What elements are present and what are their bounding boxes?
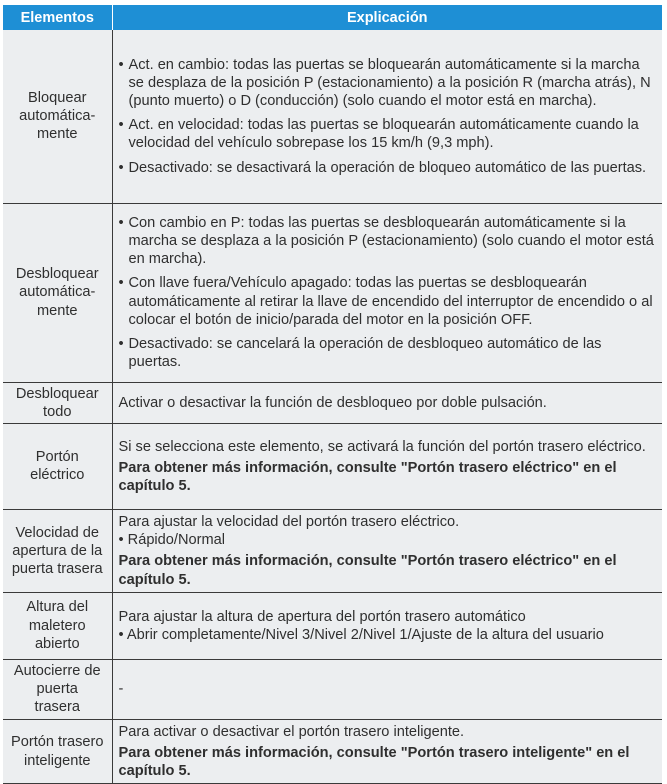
table-row (3, 592, 662, 659)
explanation-text: - (118, 681, 124, 698)
explanation-cell (112, 509, 662, 592)
explanation-cell (112, 203, 662, 382)
explanation-cell (112, 592, 662, 659)
item-auto-unlock (3, 203, 112, 382)
list-item (119, 116, 657, 152)
explanation-text: Activar o desactivar la función de desbloqueo por doble pulsación. (118, 394, 547, 411)
item-power-tailgate (3, 423, 112, 509)
bullet-text: Con llave fuera/Vehículo apagado: todas las puertas se desbloquearán automáticamente al retirar la llave de encendido del interruptor de encendido o al colocar el botón de inicio/parada del motor en la posición OFF. (128, 275, 653, 328)
explanation-text: Para ajustar la velocidad del portón trasero eléctrico. (118, 513, 460, 530)
item-label: Desbloquear todo (15, 385, 99, 420)
bullet-text: Act. en cambio: todas las puertas se bloquearán automáticamente si la marcha se desplaza de la posición P (estacionamiento) a la posición R (marcha atrás), N (punto muerto) o D (conducción) (solo cuando el motor está en marcha). (128, 56, 651, 110)
explanation-cell (112, 659, 662, 719)
list-item (119, 159, 657, 177)
bullet-text: Act. en velocidad: todas las puertas se bloquearán automáticamente cuando la velocidad del vehículo sobrepase los 15 km/h (9,3 mph). (128, 117, 639, 152)
table-row (3, 382, 662, 423)
item-unlock-all (3, 382, 112, 423)
item-tailgate-auto-close (3, 659, 112, 719)
bullet-text: Con cambio en P: todas las puertas se desbloquearán automáticamente si la marcha se desplaza a la posición P (estacionamiento) (solo cuando el motor está en marcha). (128, 214, 654, 268)
bullet-icon: • (118, 214, 124, 231)
explanation-cell (112, 423, 662, 509)
header-elements: Elementos (3, 5, 112, 30)
item-smart-tailgate (3, 719, 112, 784)
item-trunk-open-height (3, 592, 112, 659)
item-label: Altura del maletero abierto (26, 599, 89, 652)
bullet-icon: • (118, 117, 124, 134)
reference-note: Para obtener más información, consulte "Portón trasero eléctrico" en el capítulo 5. (118, 553, 617, 588)
table-row (3, 659, 662, 719)
table-row (3, 719, 662, 784)
table-row (3, 203, 662, 382)
bullet-text: Desactivado: se cancelará la operación de desbloqueo automático de las puertas. (128, 335, 602, 371)
settings-table-container (3, 5, 662, 784)
list-item (119, 56, 657, 111)
explanation-cell (112, 719, 662, 784)
bullet-icon: • (118, 335, 124, 352)
bullet-text: Desactivado: se desactivará la operación de bloqueo automático de las puertas. (128, 159, 647, 176)
reference-note: Para obtener más información, consulte "Portón trasero inteligente" en el capítulo 5. (118, 744, 630, 780)
table-row (3, 423, 662, 509)
list-item (119, 274, 657, 329)
bullet-icon: • (118, 56, 124, 73)
item-auto-lock (3, 30, 112, 203)
explanation-text: Para ajustar la altura de apertura del portón trasero automático (118, 608, 526, 625)
reference-note: Para obtener más información, consulte "Portón trasero eléctrico" en el capítulo 5. (118, 459, 617, 494)
item-label: Desbloquear automática-mente (15, 266, 99, 319)
bullet-icon: • (118, 275, 124, 292)
item-label: Autocierre de puerta trasera (13, 662, 101, 716)
list-item (119, 214, 657, 269)
header-explanation: Explicación (112, 5, 662, 30)
bullet-icon: • (118, 159, 124, 176)
table-row (3, 509, 662, 592)
explanation-cell (112, 382, 662, 423)
item-label: Velocidad de apertura de la puerta trasera (11, 524, 103, 577)
explanation-cell (112, 30, 662, 203)
door-settings-table (3, 5, 662, 784)
item-label: Portón eléctrico (30, 449, 85, 484)
list-item (119, 335, 657, 371)
item-tailgate-open-speed (3, 509, 112, 592)
item-label: Bloquear automática-mente (19, 89, 96, 143)
explanation-text: Para activar o desactivar el portón trasero inteligente. (118, 723, 465, 740)
option-list: • Rápido/Normal (118, 532, 225, 549)
table-header-row (3, 5, 662, 30)
item-label: Portón trasero inteligente (11, 734, 104, 769)
explanation-text: Si se selecciona este elemento, se activará la función del portón trasero eléctrico. (118, 438, 646, 455)
option-list: • Abrir completamente/Nivel 3/Nivel 2/Nivel 1/Ajuste de la altura del usuario (118, 626, 604, 643)
table-row (3, 30, 662, 203)
